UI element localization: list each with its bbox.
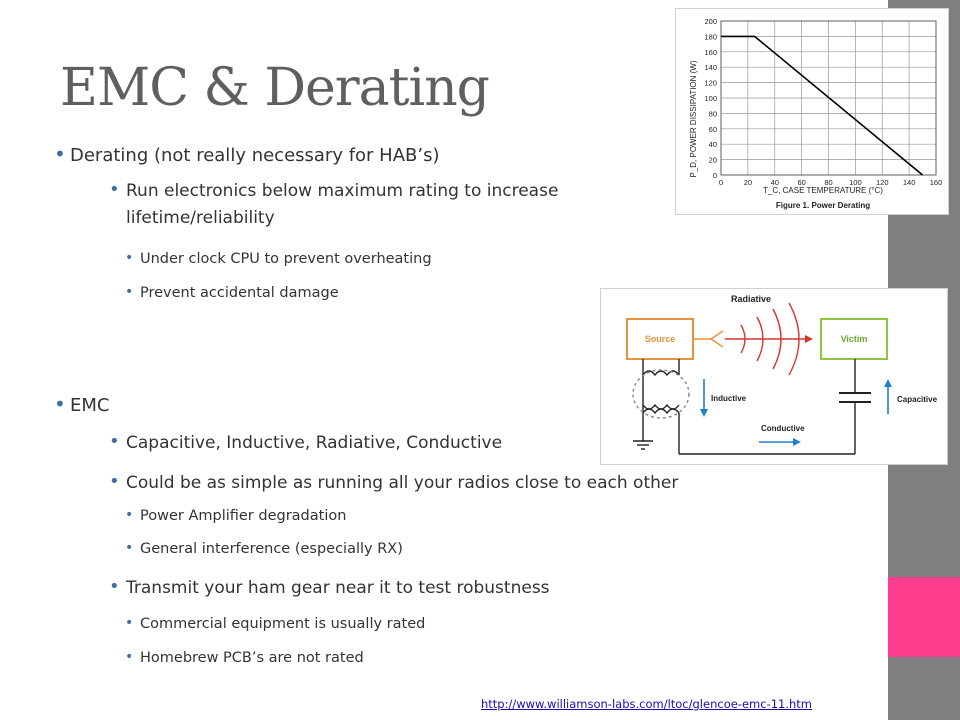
bullet-level-3 (125, 540, 403, 557)
bullet-text: Could be as simple as running all your radios close to each other (126, 473, 679, 493)
x-tick-label: 60 (797, 178, 806, 187)
bullet-level-3 (125, 507, 347, 524)
conductive-arrow-icon (759, 438, 801, 446)
bullet-dot-icon: • (125, 250, 134, 266)
bullet-dot-icon: • (125, 649, 134, 665)
x-tick-label: 0 (718, 178, 724, 187)
derating-series-line (721, 36, 923, 175)
bullet-level-2 (109, 576, 550, 598)
inductive-label: Inductive (711, 394, 747, 403)
bullet-text: lifetime/reliability (126, 208, 275, 228)
x-tick-label: 160 (929, 178, 943, 187)
y-tick-label: 140 (704, 63, 717, 73)
bullet-text: Commercial equipment is usually rated (140, 616, 426, 632)
bullet-dot-icon: • (54, 392, 66, 416)
y-tick-label: 120 (704, 78, 717, 88)
conductive-label: Conductive (761, 424, 805, 433)
inductor-coils-icon (633, 370, 689, 418)
bullet-level-3 (125, 615, 426, 632)
x-tick-label: 80 (824, 178, 833, 187)
power-derating-figure (675, 8, 949, 215)
bullet-dot-icon: • (125, 284, 134, 300)
emc-coupling-figure (600, 288, 948, 465)
y-tick-label: 100 (704, 94, 717, 103)
bullet-dot-icon: • (109, 471, 120, 492)
bullet-text: Capacitive, Inductive, Radiative, Conductive (126, 433, 503, 453)
bullet-level-1 (54, 392, 110, 416)
y-tick-label: 60 (708, 124, 717, 134)
y-tick-label: 40 (708, 140, 717, 150)
source-credit-link[interactable]: http://www.williamson-labs.com/ltoc/glencoe-emc-11.htm (481, 697, 812, 711)
bullet-text: Homebrew PCB’s are not rated (140, 650, 364, 666)
y-tick-label: 80 (708, 109, 717, 119)
bullet-level-2 (109, 179, 559, 201)
capacitive-arrow-icon (884, 379, 892, 414)
bullet-dot-icon: • (125, 540, 134, 556)
y-tick-label: 20 (708, 155, 717, 165)
bullet-dot-icon: • (125, 507, 134, 523)
radiating-antenna-icon (693, 331, 723, 347)
x-tick-label: 20 (743, 178, 753, 187)
bullet-level-3 (125, 250, 432, 267)
power-derating-chart (676, 9, 948, 214)
bullet-text: Power Amplifier degradation (140, 508, 347, 524)
inductive-arrow-icon (700, 379, 708, 417)
x-tick-label: 140 (902, 178, 916, 187)
chart-title: Figure 1. Power Derating (775, 201, 871, 210)
bullet-text: EMC (70, 395, 110, 416)
capacitive-label: Capacitive (897, 395, 938, 404)
y-tick-label: 160 (704, 47, 717, 57)
source-label: Source (644, 334, 676, 344)
bullet-dot-icon: • (109, 431, 120, 452)
y-axis-label: P_D, POWER DISSIPATION (W) (689, 60, 698, 178)
bullet-dot-icon: • (109, 576, 120, 597)
bullet-text: Under clock CPU to prevent overheating (140, 251, 432, 267)
bullet-level-2 (109, 471, 679, 493)
capacitor-icon (839, 393, 871, 413)
x-tick-label: 40 (770, 178, 779, 187)
bullet-text: General interference (especially RX) (140, 541, 403, 557)
x-tick-label: 120 (875, 178, 889, 187)
bullet-text: Transmit your ham gear near it to test robustness (126, 578, 550, 598)
bullet-level-3 (125, 649, 364, 666)
slide-title: EMC & Derating (60, 58, 489, 118)
bullet-dot-icon: • (54, 142, 66, 166)
bullet-dot-icon: • (109, 179, 120, 200)
radiative-label: Radiative (730, 294, 772, 304)
x-axis-label: T_C, CASE TEMPERATURE (°C) (763, 186, 883, 195)
emc-coupling-diagram (601, 289, 947, 464)
bullet-text: Run electronics below maximum rating to increase (126, 181, 559, 201)
bullet-level-2 (109, 431, 503, 453)
bullet-level-2 (126, 208, 275, 228)
bullet-text: Prevent accidental damage (140, 285, 339, 301)
x-tick-label: 100 (849, 178, 862, 187)
bullet-dot-icon: • (125, 615, 134, 631)
y-tick-label: 0 (712, 171, 717, 180)
radiative-arrow-icon (725, 335, 813, 343)
sidebar-accent (888, 577, 960, 657)
bullet-level-3 (125, 284, 339, 301)
bullet-level-1 (54, 142, 440, 166)
victim-label: Victim (840, 334, 868, 344)
y-tick-label: 180 (704, 32, 717, 42)
y-tick-label: 200 (704, 17, 717, 26)
bullet-text: Derating (not really necessary for HAB’s) (70, 145, 440, 166)
